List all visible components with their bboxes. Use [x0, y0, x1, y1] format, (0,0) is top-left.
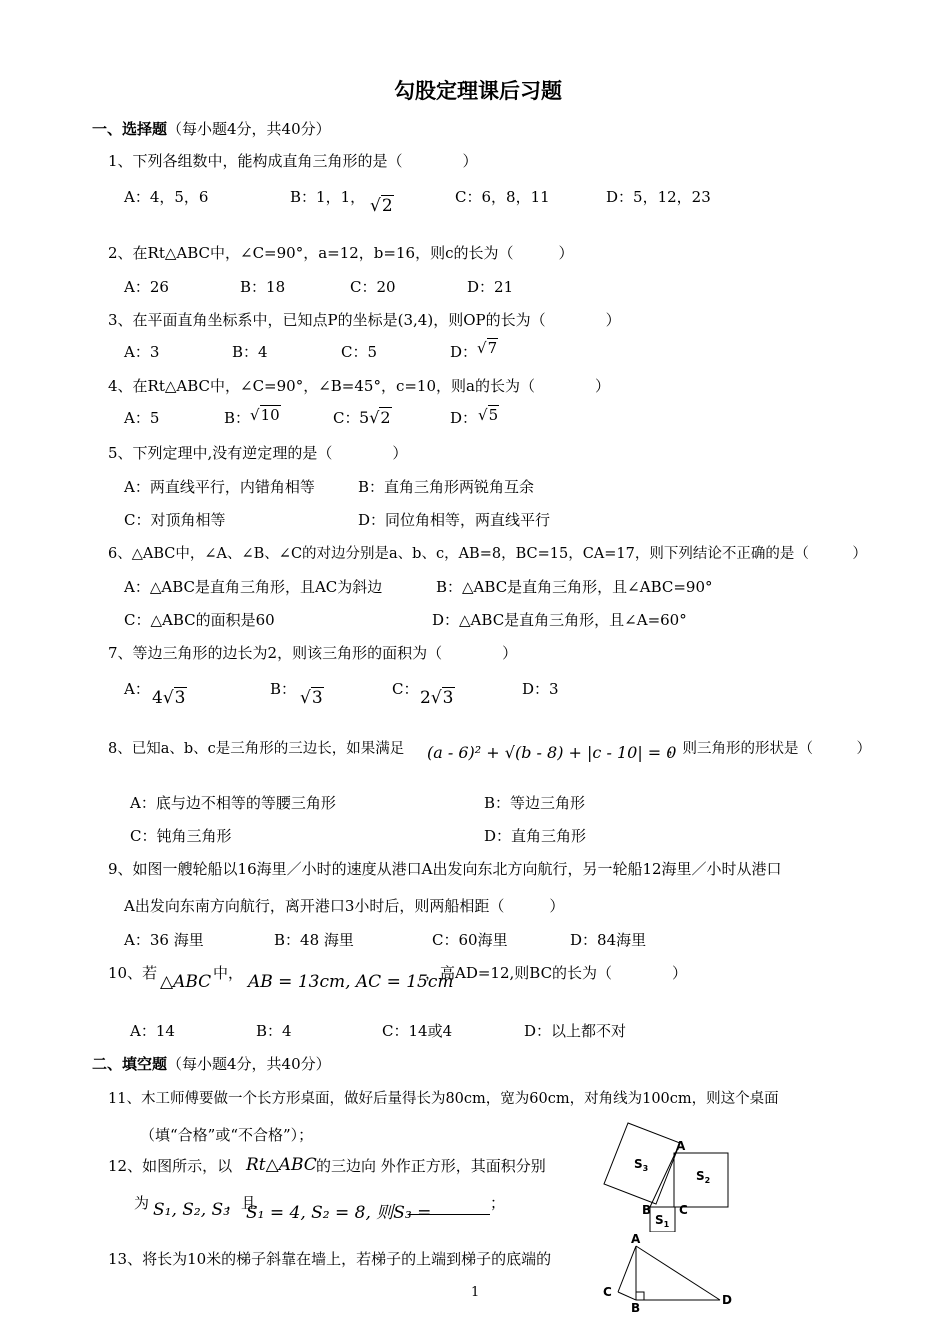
question-9-stem-line2: A出发向东南方向航行，离开港口3小时后，则两船相距（ ）	[124, 897, 565, 915]
q6-option-c: C：△ABC的面积是60	[124, 611, 275, 629]
ladder-line	[618, 1246, 636, 1292]
question-12-line1-post: 的三边向 外作正方形，其面积分别	[316, 1157, 546, 1175]
radicand: 3	[442, 688, 454, 708]
coefficient: 4	[152, 688, 163, 708]
q8-option-b: B：等边三角形	[484, 794, 586, 812]
q1-option-a: A：4，5，6	[124, 188, 209, 206]
q1-option-b: B：1，1，	[290, 188, 366, 206]
q6-option-d: D：△ABC是直角三角形，且∠A=60°	[432, 611, 687, 629]
question-8-formula: (a - 6)² + √(b - 8) + |c - 10| = 0	[427, 743, 677, 762]
q8-option-c: C：钝角三角形	[130, 827, 232, 845]
answer-blank[interactable]	[408, 1198, 490, 1216]
q7-option-c: C：	[392, 680, 419, 698]
question-8-stem-post: ，则三角形的形状是（ ）	[668, 741, 871, 757]
q8-option-a: A：底与边不相等的等腰三角形	[130, 794, 336, 812]
question-9-stem-line1: 9、如图一艘轮船以16海里／小时的速度从港口A出发向东北方向航行，另一轮船12海里／小时从港口	[108, 860, 782, 878]
q6-option-a: A：△ABC是直角三角形，且AC为斜边	[124, 578, 383, 596]
q7-option-b-radical: √3	[300, 688, 323, 708]
fig1-label-s2: $S_2$	[696, 1169, 711, 1185]
q2-option-d: D：21	[467, 278, 514, 296]
q9-option-d: D：84海里	[570, 931, 647, 949]
q9-option-c: C：60海里	[432, 931, 508, 949]
ladder-line	[636, 1246, 720, 1300]
q3-option-b: B：4	[232, 343, 268, 361]
fig1-label-a: A	[676, 1139, 686, 1153]
q9-option-a: A：36 海里	[124, 931, 204, 949]
question-8-stem-pre: 8、已知a、b、c是三角形的三边长，如果满足	[108, 741, 405, 757]
q5-option-a: A：两直线平行，内错角相等	[124, 478, 315, 496]
section-heading-fill	[92, 1053, 331, 1074]
q4-option-d: D：	[450, 409, 478, 427]
question-6-stem: 6、△ABC中，∠A、∠B、∠C的对边分别是a、b、c，AB=8，BC=15，CA=17，则下列结论不正确的是（ ）	[108, 546, 867, 562]
q9-option-b: B：48 海里	[274, 931, 354, 949]
q7-option-d: D：3	[522, 680, 559, 698]
question-12-end: ；	[490, 1194, 506, 1212]
question-2-stem: 2、在Rt△ABC中，∠C=90°，a=12，b=16，则c的长为（ ）	[108, 244, 574, 262]
q8-option-d: D：直角三角形	[484, 827, 587, 845]
question-11-line1: 11、木工师傅要做一个长方形桌面，做好后量得长为80cm，宽为60cm，对角线为100cm，则这个桌面	[108, 1091, 779, 1107]
fig2-label-b: B	[631, 1301, 641, 1312]
section-heading-label: 二、填空题	[92, 1055, 168, 1073]
q7-option-c-radical: 2√3	[420, 688, 454, 708]
coefficient: 5	[359, 408, 370, 427]
question-5-stem: 5、下列定理中,没有逆定理的是（ ）	[108, 444, 408, 462]
radicand: 2	[381, 196, 393, 216]
q4-option-d-radical: √5	[478, 406, 499, 424]
question-10-condition: AB = 13cm, AC = 15cm	[248, 972, 454, 992]
q5-option-d: D：同位角相等，两直线平行	[358, 511, 551, 529]
radicand: 3	[174, 688, 186, 708]
fig2-label-a: A	[631, 1232, 641, 1246]
q1-option-b-radical: √2	[370, 196, 393, 216]
q10-option-c: C：14或4	[382, 1022, 453, 1040]
figure-ladder-diagram	[598, 1232, 746, 1312]
q1-option-d: D：5，12，23	[606, 188, 711, 206]
q10-option-b: B：4	[256, 1022, 292, 1040]
q10-option-d: D：以上都不对	[524, 1022, 627, 1040]
fig2-label-d: D	[722, 1293, 732, 1307]
q4-option-c: C：	[333, 409, 360, 427]
question-12-line1-pre: 12、如图所示，以	[108, 1157, 233, 1175]
q6-option-b: B：△ABC是直角三角形，且∠ABC=90°	[436, 578, 713, 596]
question-10-post: ，高AD=12,则BC的长为（ ）	[425, 964, 688, 982]
q2-option-a: A：26	[124, 278, 169, 296]
question-10-mid: 中，	[213, 964, 244, 982]
fig2-label-c: C	[603, 1285, 612, 1299]
question-12-qie: ，且	[226, 1194, 257, 1212]
q3-option-d: D：	[450, 343, 478, 361]
ladder-line	[618, 1292, 636, 1300]
question-12-condition: S₁ = 4, S₂ = 8, 则S₃ =	[246, 1203, 432, 1223]
right-angle-mark	[636, 1292, 644, 1300]
page-title: 勾股定理课后习题	[394, 79, 562, 103]
section-heading-choice	[92, 118, 331, 139]
radicand: 3	[311, 688, 323, 708]
figure-squares-diagram	[598, 1120, 738, 1232]
question-10-pre: 10、若	[108, 964, 158, 982]
question-3-stem: 3、在平面直角坐标系中，已知点P的坐标是(3,4)，则OP的长为（ ）	[108, 311, 621, 329]
q3-option-d-radical: √7	[477, 339, 498, 357]
question-1-stem: 1、下列各组数中，能构成直角三角形的是（ ）	[108, 152, 478, 170]
question-10-triangle: △ABC	[160, 972, 212, 992]
fig1-label-c: C	[679, 1203, 688, 1217]
q5-option-b: B：直角三角形两锐角互余	[358, 478, 535, 496]
coefficient: 2	[420, 688, 431, 708]
section-note: （每小题4分，共40分）	[167, 120, 331, 138]
question-4-stem: 4、在Rt△ABC中，∠C=90°，∠B=45°，c=10，则a的长为（ ）	[108, 377, 610, 395]
q4-option-b: B：	[224, 409, 251, 427]
q3-option-c: C：5	[341, 343, 378, 361]
q2-option-b: B：18	[240, 278, 286, 296]
radicand: 7	[487, 339, 498, 357]
question-12-rt-triangle: Rt△ABC	[246, 1155, 317, 1175]
question-12-line2-pre: 为	[134, 1194, 150, 1212]
radicand: 5	[488, 406, 499, 424]
section-heading-label: 一、选择题	[92, 120, 168, 138]
radicand: 2	[380, 408, 391, 427]
q2-option-c: C：20	[350, 278, 396, 296]
q5-option-c: C：对顶角相等	[124, 511, 226, 529]
q4-option-a: A：5	[124, 409, 160, 427]
q3-option-a: A：3	[124, 343, 160, 361]
q4-option-c-radical: 5√2	[359, 408, 391, 427]
q4-option-b-radical: √10	[250, 406, 280, 424]
question-11-line2: （填“合格”或“不合格”）；	[140, 1126, 314, 1144]
question-7-stem: 7、等边三角形的边长为2，则该三角形的面积为（ ）	[108, 644, 518, 662]
fig1-label-s1: $S_1$	[655, 1213, 670, 1229]
q1-option-c: C：6，8，11	[455, 188, 550, 206]
section-note: （每小题4分，共40分）	[167, 1055, 331, 1073]
q10-option-a: A：14	[130, 1022, 175, 1040]
question-12-vars: S₁, S₂, S₃	[153, 1200, 230, 1220]
fig1-label-s3: $S_3$	[634, 1157, 649, 1173]
fig1-label-b: B	[642, 1203, 652, 1217]
q7-option-a-radical: 4√3	[152, 688, 186, 708]
page-number: 1	[471, 1285, 480, 1300]
q7-option-b: B：	[270, 680, 297, 698]
q7-option-a: A：	[124, 680, 150, 698]
radicand: 10	[260, 406, 280, 424]
question-13-line1: 13、将长为10米的梯子斜靠在墙上，若梯子的上端到梯子的底端的	[108, 1250, 552, 1268]
